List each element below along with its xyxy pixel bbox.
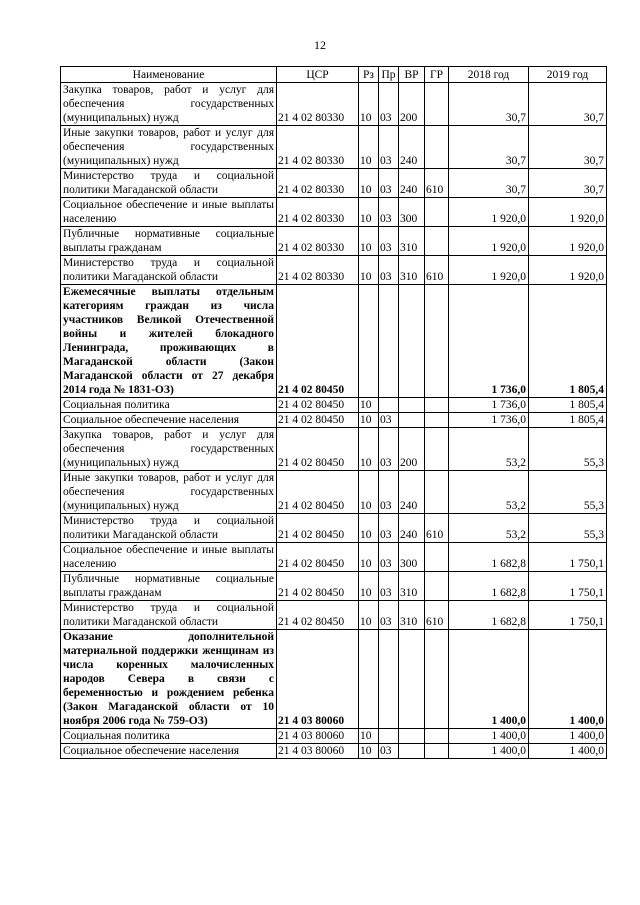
cell-2019: 1 750,1 <box>529 601 607 630</box>
table-row <box>61 198 607 227</box>
cell-rz: 10 <box>359 428 379 471</box>
cell-gr <box>425 744 449 759</box>
cell-rz: 10 <box>359 169 379 198</box>
cell-csr: 21 4 02 80450 <box>277 428 359 471</box>
cell-2018: 30,7 <box>449 126 529 169</box>
cell-gr <box>425 630 449 729</box>
cell-rz: 10 <box>359 572 379 601</box>
table-row <box>61 744 607 759</box>
cell-csr: 21 4 02 80450 <box>277 285 359 398</box>
cell-vr: 240 <box>399 514 425 543</box>
cell-pr: 03 <box>379 256 399 285</box>
cell-rz: 10 <box>359 126 379 169</box>
cell-name: Социальная политика <box>61 729 277 744</box>
table-row <box>61 83 607 126</box>
cell-pr: 03 <box>379 601 399 630</box>
cell-2018: 1 920,0 <box>449 256 529 285</box>
cell-name: Министерство труда и социальной политики Магаданской области <box>61 256 277 285</box>
table-row <box>61 398 607 413</box>
cell-vr <box>399 630 425 729</box>
cell-name: Социальное обеспечение и иные выплаты населению <box>61 543 277 572</box>
cell-gr <box>425 198 449 227</box>
cell-vr: 310 <box>399 227 425 256</box>
cell-pr <box>379 729 399 744</box>
cell-gr <box>425 572 449 601</box>
cell-pr: 03 <box>379 471 399 514</box>
cell-gr <box>425 543 449 572</box>
cell-rz: 10 <box>359 83 379 126</box>
cell-vr: 300 <box>399 543 425 572</box>
cell-2019: 1 805,4 <box>529 398 607 413</box>
cell-name: Социальное обеспечение населения <box>61 413 277 428</box>
cell-vr: 240 <box>399 471 425 514</box>
cell-pr: 03 <box>379 83 399 126</box>
table-row <box>61 543 607 572</box>
cell-2019: 30,7 <box>529 126 607 169</box>
cell-2018: 1 682,8 <box>449 601 529 630</box>
cell-pr: 03 <box>379 126 399 169</box>
cell-vr <box>399 285 425 398</box>
cell-pr: 03 <box>379 543 399 572</box>
cell-name: Оказание дополнительной материальной поддержки женщинам из числа коренных малочисленных народов Севера в связи с беременностью и рождением ребенка (Закон Магаданской области от 10 ноября 2006 года № 759-ОЗ) <box>61 630 277 729</box>
cell-name: Министерство труда и социальной политики Магаданской области <box>61 169 277 198</box>
table-row <box>61 256 607 285</box>
cell-csr: 21 4 03 80060 <box>277 744 359 759</box>
cell-gr <box>425 83 449 126</box>
cell-name: Публичные нормативные социальные выплаты гражданам <box>61 572 277 601</box>
cell-2019: 1 920,0 <box>529 198 607 227</box>
cell-vr: 310 <box>399 572 425 601</box>
cell-2019: 1 920,0 <box>529 227 607 256</box>
cell-gr <box>425 413 449 428</box>
cell-csr: 21 4 02 80450 <box>277 514 359 543</box>
table-row <box>61 413 607 428</box>
cell-pr: 03 <box>379 227 399 256</box>
cell-pr: 03 <box>379 572 399 601</box>
cell-gr: 610 <box>425 514 449 543</box>
table-row <box>61 285 607 398</box>
cell-rz: 10 <box>359 601 379 630</box>
cell-2019: 1 400,0 <box>529 729 607 744</box>
cell-2019: 1 805,4 <box>529 285 607 398</box>
cell-2018: 1 920,0 <box>449 198 529 227</box>
cell-gr <box>425 428 449 471</box>
cell-2019: 30,7 <box>529 169 607 198</box>
cell-rz: 10 <box>359 198 379 227</box>
cell-2018: 1 682,8 <box>449 543 529 572</box>
cell-vr: 300 <box>399 198 425 227</box>
cell-vr: 310 <box>399 601 425 630</box>
cell-2018: 1 400,0 <box>449 630 529 729</box>
cell-name: Закупка товаров, работ и услуг для обеспечения государственных (муниципальных) нужд <box>61 83 277 126</box>
cell-name: Социальное обеспечение населения <box>61 744 277 759</box>
table-row <box>61 729 607 744</box>
cell-gr: 610 <box>425 256 449 285</box>
table-body <box>61 83 607 759</box>
cell-pr <box>379 630 399 729</box>
cell-2019: 1 920,0 <box>529 256 607 285</box>
cell-name: Министерство труда и социальной политики Магаданской области <box>61 514 277 543</box>
budget-table <box>60 66 607 759</box>
page-number: 12 <box>314 38 326 52</box>
cell-gr: 610 <box>425 169 449 198</box>
cell-rz: 10 <box>359 471 379 514</box>
cell-vr <box>399 744 425 759</box>
cell-rz: 10 <box>359 413 379 428</box>
cell-2019: 1 805,4 <box>529 413 607 428</box>
cell-rz <box>359 630 379 729</box>
cell-vr: 200 <box>399 428 425 471</box>
cell-rz: 10 <box>359 543 379 572</box>
cell-name: Социальное обеспечение и иные выплаты населению <box>61 198 277 227</box>
cell-rz: 10 <box>359 514 379 543</box>
cell-2018: 1 400,0 <box>449 729 529 744</box>
cell-2018: 1 400,0 <box>449 744 529 759</box>
cell-csr: 21 4 02 80330 <box>277 169 359 198</box>
cell-2019: 55,3 <box>529 428 607 471</box>
cell-2019: 1 750,1 <box>529 572 607 601</box>
cell-gr <box>425 126 449 169</box>
cell-2018: 30,7 <box>449 83 529 126</box>
cell-2018: 53,2 <box>449 514 529 543</box>
header-rz: Рз <box>359 67 379 83</box>
cell-2018: 30,7 <box>449 169 529 198</box>
table-row <box>61 169 607 198</box>
cell-gr: 610 <box>425 601 449 630</box>
cell-pr: 03 <box>379 413 399 428</box>
cell-2018: 1 736,0 <box>449 413 529 428</box>
table-row <box>61 601 607 630</box>
cell-2019: 55,3 <box>529 514 607 543</box>
cell-csr: 21 4 02 80450 <box>277 413 359 428</box>
cell-csr: 21 4 02 80330 <box>277 198 359 227</box>
cell-name: Социальная политика <box>61 398 277 413</box>
cell-rz: 10 <box>359 398 379 413</box>
cell-2018: 1 736,0 <box>449 398 529 413</box>
cell-name: Ежемесячные выплаты отдельным категориям граждан из числа участников Великой Отечественной войны и жителей блокадного Ленинграда, проживающих в Магаданской области (Закон Магаданской области от 27 декабря 2014 года № 1831-ОЗ) <box>61 285 277 398</box>
cell-vr <box>399 398 425 413</box>
cell-csr: 21 4 03 80060 <box>277 729 359 744</box>
cell-csr: 21 4 02 80330 <box>277 256 359 285</box>
cell-2019: 1 750,1 <box>529 543 607 572</box>
cell-rz: 10 <box>359 744 379 759</box>
table-row <box>61 471 607 514</box>
header-gr: ГР <box>425 67 449 83</box>
cell-name: Публичные нормативные социальные выплаты гражданам <box>61 227 277 256</box>
cell-csr: 21 4 02 80450 <box>277 601 359 630</box>
cell-2018: 1 736,0 <box>449 285 529 398</box>
cell-pr: 03 <box>379 198 399 227</box>
cell-name: Иные закупки товаров, работ и услуг для обеспечения государственных (муниципальных) нужд <box>61 471 277 514</box>
cell-gr <box>425 285 449 398</box>
cell-csr: 21 4 02 80450 <box>277 572 359 601</box>
cell-pr <box>379 285 399 398</box>
cell-vr <box>399 729 425 744</box>
table-row <box>61 630 607 729</box>
cell-csr: 21 4 02 80450 <box>277 543 359 572</box>
cell-2019: 1 400,0 <box>529 630 607 729</box>
cell-csr: 21 4 02 80330 <box>277 83 359 126</box>
cell-vr: 240 <box>399 169 425 198</box>
header-pr: Пр <box>379 67 399 83</box>
header-csr: ЦСР <box>277 67 359 83</box>
cell-2018: 1 682,8 <box>449 572 529 601</box>
table-row <box>61 126 607 169</box>
cell-2019: 55,3 <box>529 471 607 514</box>
cell-vr: 200 <box>399 83 425 126</box>
cell-csr: 21 4 02 80450 <box>277 398 359 413</box>
table-row <box>61 227 607 256</box>
cell-vr: 310 <box>399 256 425 285</box>
cell-name: Иные закупки товаров, работ и услуг для обеспечения государственных (муниципальных) нужд <box>61 126 277 169</box>
cell-name: Закупка товаров, работ и услуг для обеспечения государственных (муниципальных) нужд <box>61 428 277 471</box>
header-2018: 2018 год <box>449 67 529 83</box>
cell-gr <box>425 729 449 744</box>
cell-rz: 10 <box>359 227 379 256</box>
cell-csr: 21 4 02 80450 <box>277 471 359 514</box>
cell-gr <box>425 227 449 256</box>
table-row <box>61 514 607 543</box>
cell-2018: 53,2 <box>449 471 529 514</box>
cell-pr: 03 <box>379 744 399 759</box>
cell-pr: 03 <box>379 428 399 471</box>
cell-pr: 03 <box>379 169 399 198</box>
cell-vr <box>399 413 425 428</box>
cell-2019: 30,7 <box>529 83 607 126</box>
cell-rz: 10 <box>359 729 379 744</box>
table-row <box>61 572 607 601</box>
header-2019: 2019 год <box>529 67 607 83</box>
table-header-row <box>61 67 607 83</box>
cell-gr <box>425 471 449 514</box>
cell-2019: 1 400,0 <box>529 744 607 759</box>
header-name: Наименование <box>61 67 277 83</box>
cell-pr: 03 <box>379 514 399 543</box>
cell-csr: 21 4 02 80330 <box>277 126 359 169</box>
cell-vr: 240 <box>399 126 425 169</box>
cell-rz: 10 <box>359 256 379 285</box>
cell-csr: 21 4 03 80060 <box>277 630 359 729</box>
cell-2018: 1 920,0 <box>449 227 529 256</box>
header-vr: ВР <box>399 67 425 83</box>
cell-rz <box>359 285 379 398</box>
cell-gr <box>425 398 449 413</box>
table-row <box>61 428 607 471</box>
cell-2018: 53,2 <box>449 428 529 471</box>
cell-csr: 21 4 02 80330 <box>277 227 359 256</box>
cell-name: Министерство труда и социальной политики Магаданской области <box>61 601 277 630</box>
cell-pr <box>379 398 399 413</box>
